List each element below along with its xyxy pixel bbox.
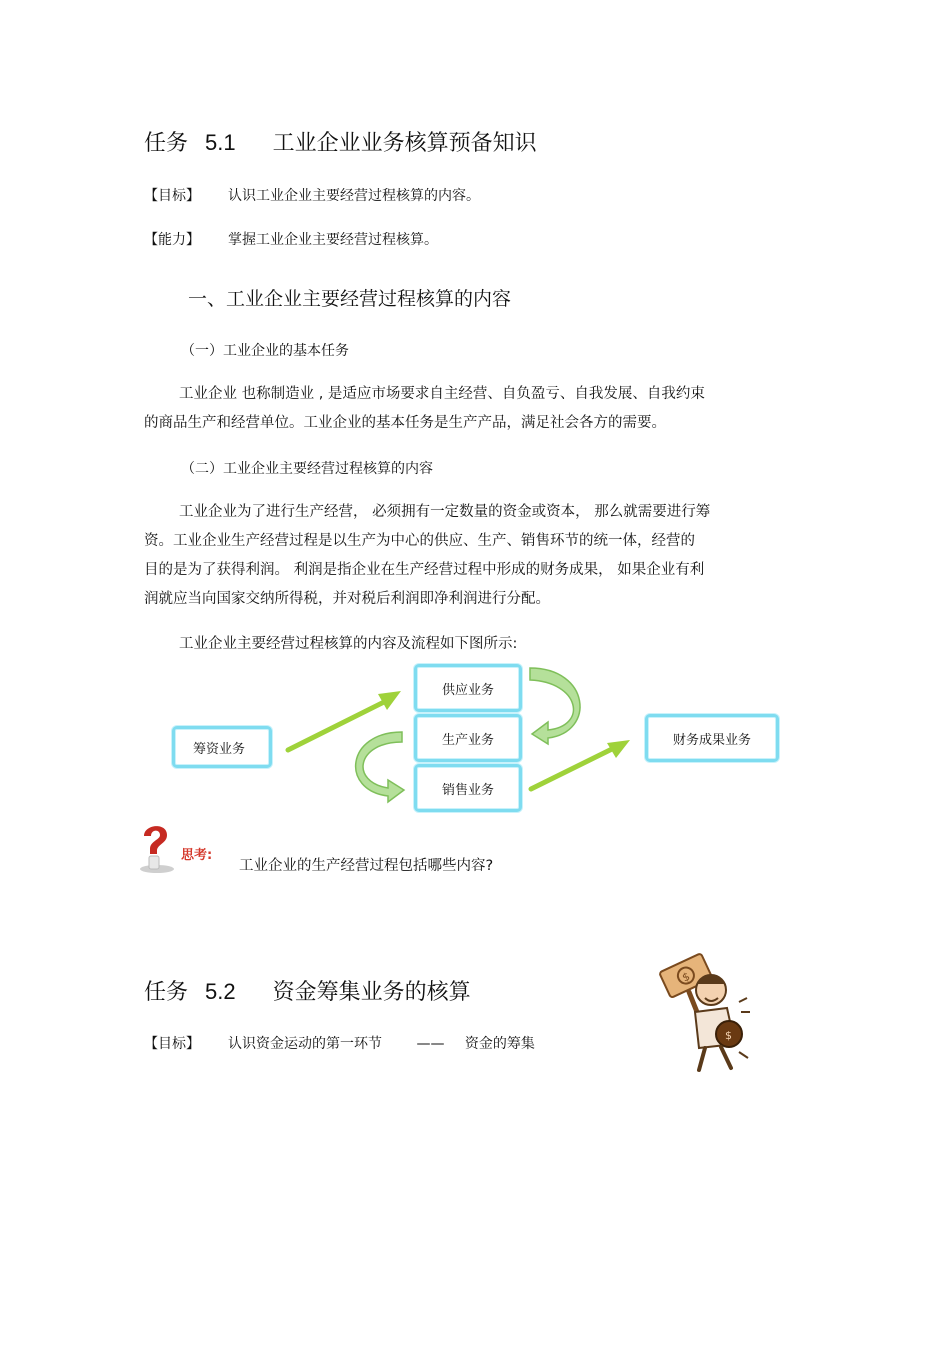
svg-text:$: $	[680, 969, 693, 985]
para2-line1: 工业企业为了进行生产经营， 必须拥有一定数量的资金或资本， 那么就需要进行筹	[179, 504, 711, 520]
task2-title	[144, 975, 471, 1006]
curve-supply-to-produce-icon	[530, 668, 580, 744]
task2-title-prefix: 任务	[144, 980, 189, 1005]
ability-text: 掌握工业企业主要经营过程核算。	[228, 232, 438, 248]
node-fund: 筹资业务	[172, 726, 272, 768]
node-result: 财务成果业务	[645, 714, 779, 762]
node-sales: 销售业务	[414, 764, 522, 812]
para1-line1: 工业企业 也称制造业 , 是适应市场要求自主经营、自负盈亏、自我发展、自我约束	[179, 386, 705, 402]
task-number: 5.1	[205, 130, 236, 155]
think-label: 思考:	[181, 848, 213, 863]
section-heading: 一、工业企业主要经营过程核算的内容	[188, 288, 512, 310]
para3: 工业企业主要经营过程核算的内容及流程如下图所示:	[179, 636, 518, 652]
subheading-1: （一）工业企业的基本任务	[181, 343, 349, 359]
task2-number: 5.2	[205, 979, 236, 1004]
para1-line2: 的商品生产和经营单位。工业企业的基本任务是生产产品，满足社会各方的需要。	[144, 415, 666, 431]
task2-goal-text: 认识资金运动的第一环节	[228, 1036, 382, 1052]
para2-line2: 资。工业企业生产经营过程是以生产为中心的供应、生产、销售环节的统一体，经营的	[144, 533, 695, 549]
node-produce: 生产业务	[414, 714, 522, 762]
para2-line3: 目的是为了获得利润。 利润是指企业在生产经营过程中形成的财务成果， 如果企业有利	[144, 562, 705, 578]
task-title-prefix: 任务	[144, 131, 189, 156]
svg-text:$: $	[725, 1029, 732, 1042]
subheading-2: （二）工业企业主要经营过程核算的内容	[181, 461, 433, 477]
think-question-icon	[137, 822, 221, 874]
goal-text: 认识工业企业主要经营过程核算的内容。	[228, 188, 480, 204]
task2-goal-dash: ——	[416, 1036, 445, 1052]
arrow-sales-to-result-icon	[531, 740, 630, 789]
money-man-illustration-icon	[655, 948, 755, 1076]
think-question: 工业企业的生产经营过程包括哪些内容?	[239, 858, 494, 874]
task2-title-text: 资金筹集业务的核算	[272, 980, 471, 1005]
node-supply: 供应业务	[414, 664, 522, 712]
task2-goal-tag: 【目标】	[144, 1036, 200, 1052]
para2-line4: 润就应当向国家交纳所得税，并对税后利润即净利润进行分配。	[144, 591, 550, 607]
task2-goal-tail: 资金的筹集	[464, 1036, 535, 1052]
task2-goal-line	[144, 1033, 535, 1053]
task-title-text: 工业企业业务核算预备知识	[272, 131, 537, 156]
curve-produce-to-sales-icon	[356, 732, 404, 802]
goal-tag: 【目标】	[144, 188, 200, 204]
ability-tag: 【能力】	[144, 232, 200, 248]
